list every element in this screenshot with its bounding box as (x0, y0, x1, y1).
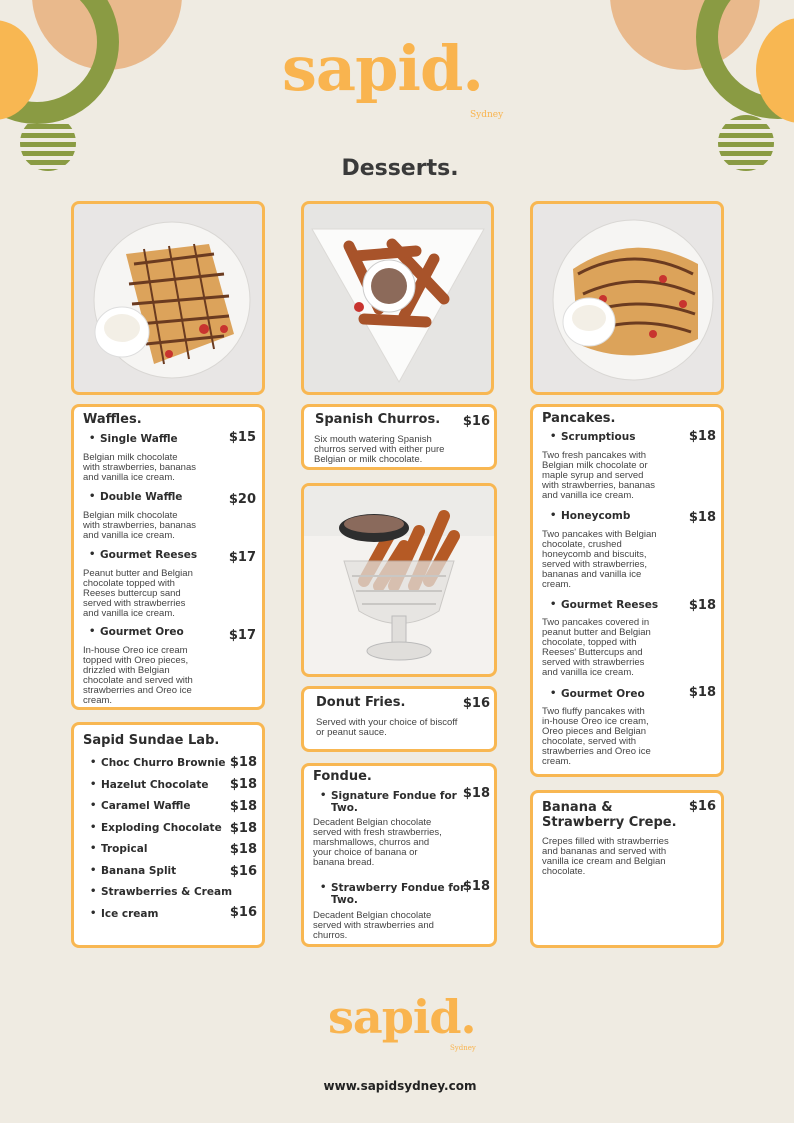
sundae-item-name: • Strawberries & Cream (101, 886, 232, 898)
waffles-photo (71, 201, 265, 395)
fondue-item-desc: Decadent Belgian chocolate served with fresh strawberries, marshmallows, churros and your choice of banana or banana bread. (313, 817, 442, 868)
pancakes-photo (530, 201, 724, 395)
pancakes-item-name: • Honeycomb (561, 510, 630, 522)
pancakes-title: Pancakes. (542, 411, 616, 426)
fondue-item-name: • Signature Fondue for Two. (331, 790, 457, 814)
churros-card (301, 404, 497, 470)
fondue-item-price: $18 (462, 786, 490, 801)
crepe-title: Banana & Strawberry Crepe. (542, 800, 677, 830)
pancakes-item-price: $18 (688, 510, 716, 525)
pancakes-item-desc: Two pancakes covered in peanut butter and Belgian chocolate, topped with Reeses' Buttercups and served with strawberries and vanilla ice cream. (542, 617, 651, 678)
churros-desc: Six mouth watering Spanish churros served with either pure Belgian or milk chocolate. (314, 434, 445, 465)
sundae-item-price: $18 (229, 842, 257, 857)
waffles-item-price: $20 (228, 492, 256, 507)
crepe-card (530, 790, 724, 948)
pancakes-item-price: $18 (688, 429, 716, 444)
sundae-item-name: • Banana Split (101, 865, 176, 877)
donut-fries-desc: Served with your choice of biscoff or peanut sauce. (316, 717, 458, 738)
fondue-item-desc: Decadent Belgian chocolate served with strawberries and churros. (313, 910, 434, 941)
donut-fries-price: $16 (462, 696, 490, 711)
sundae-card (71, 722, 265, 948)
sundae-item-price: $16 (229, 905, 257, 920)
sundae-item-price: $18 (229, 799, 257, 814)
sundae-title: Sapid Sundae Lab. (83, 733, 220, 748)
waffles-item-name: • Gourmet Reeses (100, 549, 197, 561)
churros-price: $16 (462, 414, 490, 429)
brand-location: Sydney (470, 110, 504, 120)
waffles-item-desc: Peanut butter and Belgian chocolate topped with Reeses buttercup sand served with strawberries and vanilla ice cream. (83, 568, 193, 619)
pancakes-item-desc: Two fluffy pancakes with in-house Oreo ice cream, Oreo pieces and Belgian chocolate, served with strawberries and Oreo ice cream. (542, 706, 651, 767)
crepe-price: $16 (688, 799, 716, 814)
sundae-item-name: • Tropical (101, 843, 147, 855)
donut-fries-photo (301, 483, 497, 677)
pancakes-card (530, 404, 724, 777)
fondue-card (301, 763, 497, 947)
sundae-item-name: • Caramel Waffle (101, 800, 191, 812)
sundae-item-name: • Exploding Chocolate (101, 822, 222, 834)
brand-logo: sapid. (282, 32, 483, 105)
website-link[interactable]: www.sapidsydney.com (323, 1079, 477, 1093)
churros-title: Spanish Churros. (315, 412, 441, 427)
pancakes-item-price: $18 (688, 685, 716, 700)
sundae-item-name: • Choc Churro Brownie (101, 757, 225, 769)
donut-fries-card (301, 686, 497, 752)
pancakes-item-price: $18 (688, 598, 716, 613)
waffles-item-desc: Belgian milk chocolate with strawberries, bananas and vanilla ice cream. (83, 452, 196, 483)
pancakes-item-name: • Gourmet Oreo (561, 688, 645, 700)
churros-photo (301, 201, 494, 395)
waffles-item-desc: In-house Oreo ice cream topped with Oreo pieces, drizzled with Belgian chocolate and served with strawberries and Oreo ice cream. (83, 645, 193, 706)
waffles-item-name: • Single Waffle (100, 433, 178, 445)
sundae-item-price: $18 (229, 821, 257, 836)
pancakes-item-name: • Gourmet Reeses (561, 599, 658, 611)
sundae-item-price: $16 (229, 864, 257, 879)
waffles-item-name: • Double Waffle (100, 491, 182, 503)
pancakes-item-name: • Scrumptious (561, 431, 635, 443)
waffles-card (71, 404, 265, 710)
waffles-item-price: $17 (228, 550, 256, 565)
sundae-item-price: $18 (229, 777, 257, 792)
pancakes-item-desc: Two pancakes with Belgian chocolate, crushed honeycomb and biscuits, served with strawberries, bananas and vanilla ice cream. (542, 529, 657, 590)
sundae-item-name: • Hazelut Chocolate (101, 779, 209, 791)
sundae-item-name-continued: • Ice cream (101, 908, 158, 920)
fondue-item-price: $18 (462, 879, 490, 894)
waffles-item-name: • Gourmet Oreo (100, 626, 184, 638)
waffles-item-price: $17 (228, 628, 256, 643)
fondue-item-name: • Strawberry Fondue for Two. (331, 882, 465, 906)
pancakes-item-desc: Two fresh pancakes with Belgian milk chocolate or maple syrup and served with strawberries, bananas and vanilla ice cream. (542, 450, 655, 501)
page-title: Desserts. (341, 156, 459, 181)
crepe-desc: Crepes filled with strawberries and bananas and served with vanilla ice cream and Belgian chocolate. (542, 836, 669, 877)
fondue-title: Fondue. (313, 769, 372, 784)
waffles-title: Waffles. (83, 412, 142, 427)
waffles-item-price: $15 (228, 430, 256, 445)
footer-brand-logo: sapid. (328, 990, 476, 1044)
donut-fries-title: Donut Fries. (316, 695, 406, 710)
waffles-item-desc: Belgian milk chocolate with strawberries, bananas and vanilla ice cream. (83, 510, 196, 541)
sundae-item-price: $18 (229, 755, 257, 770)
footer-brand-location: Sydney (450, 1044, 476, 1052)
